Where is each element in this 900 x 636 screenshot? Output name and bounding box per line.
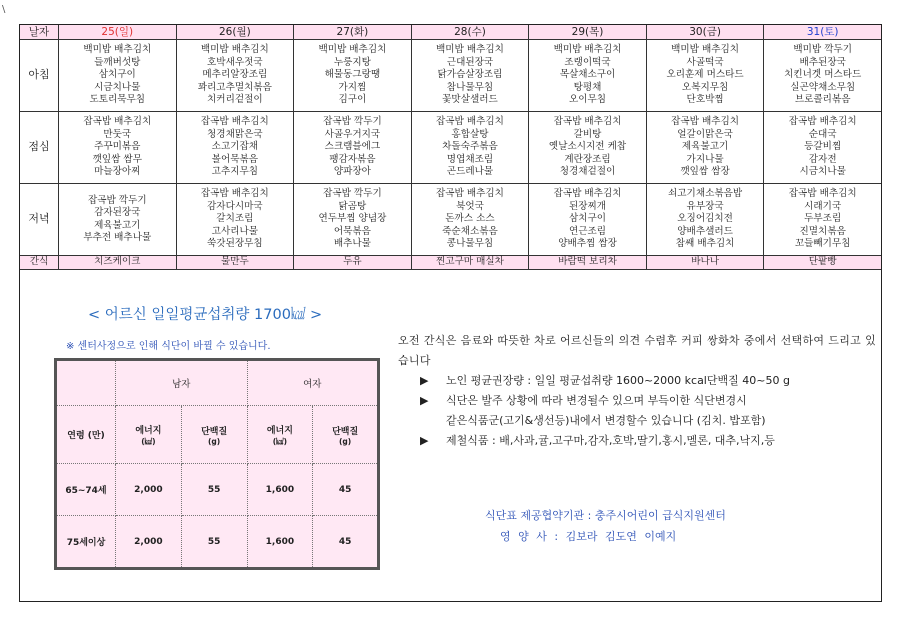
menu-item: 감자전	[808, 153, 837, 165]
meal-label: 아침	[20, 40, 59, 112]
menu-item: 시금치나물	[799, 166, 846, 178]
energy-header	[116, 406, 182, 464]
energy-unit: (㎉)	[272, 436, 288, 446]
menu-item: 부추전 배추나물	[83, 231, 152, 243]
menu-item: 김구이	[338, 94, 367, 106]
menu-item: 제육불고기	[681, 141, 729, 153]
menu-item: 배추나물	[333, 238, 371, 250]
menu-item: 누룽지탕	[333, 56, 371, 68]
notes-section	[398, 331, 876, 451]
value-cell: 2,000	[116, 464, 182, 516]
corner-mark: \	[2, 4, 6, 15]
date-label: 날자	[20, 25, 59, 40]
menu-item: 가지나물	[686, 153, 724, 165]
day-header: 30(금)	[646, 25, 764, 40]
menu-item: 볼어묵볶음	[211, 153, 259, 165]
menu-item: 메추리알장조림	[202, 69, 268, 81]
protein-header-label: 단백질	[332, 426, 359, 437]
menu-item: 콩나물무침	[446, 238, 494, 250]
menu-item: 북엇국	[456, 200, 484, 212]
snack-item: 물만두	[176, 256, 294, 270]
day-header: 28(수)	[411, 25, 529, 40]
menu-item: 조랭이떡국	[564, 56, 611, 68]
menu-item: 탕평채	[573, 81, 602, 93]
value-cell: 45	[313, 516, 379, 569]
menu-item: 계란장조림	[564, 153, 611, 165]
meal-label: 점심	[20, 112, 59, 184]
age-header: 연령 (만)	[56, 406, 116, 464]
menu-item: 치커리겉절이	[207, 94, 263, 106]
menu-item: 잡곡밥 배추김치	[553, 116, 622, 128]
menu-item: 쇠고기채소볶음밥	[668, 188, 743, 200]
day-header: 31(토)	[764, 25, 882, 40]
menu-item: 잡곡밥 배추김치	[200, 116, 269, 128]
menu-item: 참쌔 배추김치	[675, 238, 735, 250]
menu-item: 잡곡밥 배추김치	[671, 116, 740, 128]
menu-item: 꽈리고추멸치볶음	[197, 81, 272, 93]
protein-header	[181, 406, 247, 464]
menu-item: 된장찌개	[568, 200, 607, 212]
menu-item: 양배추찜 쌈장	[558, 238, 617, 250]
snack-item: 두유	[294, 256, 412, 270]
value-cell: 55	[181, 516, 247, 569]
menu-item: 차돌숙주볶음	[442, 141, 498, 153]
menu-item: 닭곰탕	[338, 200, 367, 212]
bullet-arrow-icon: ▶	[420, 394, 429, 407]
protein-header	[313, 406, 379, 464]
menu-item: 양배추샐러드	[677, 225, 733, 237]
menu-item: 백미밥 배추김치	[671, 44, 740, 56]
menu-item: 가지찜	[338, 81, 367, 93]
menu-change-notice: ※ 센터사정으로 인해 식단이 바뀔 수 있습니다.	[66, 341, 271, 352]
menu-item: 목살채소구이	[559, 69, 616, 81]
menu-item: 꼬들빼기무침	[794, 238, 851, 250]
menu-item: 쑥갓된장무침	[207, 238, 263, 250]
menu-item: 갈치조림	[216, 213, 254, 225]
menu-item: 잡곡밥 배추김치	[553, 188, 622, 200]
menu-item: 오이무침	[568, 94, 607, 106]
snack-item: 치즈케이크	[59, 256, 177, 270]
nutrition-row	[56, 464, 379, 516]
nutrition-table	[54, 358, 380, 570]
menu-item: 마늘장아찌	[94, 166, 141, 178]
protein-unit: (g)	[339, 436, 352, 446]
snack-item: 바나나	[646, 256, 764, 270]
menu-item: 근대된장국	[446, 56, 494, 68]
snack-item: 바람떡 보리차	[529, 256, 647, 270]
bullet-text: 노인 평균권장량 : 일일 평균섭취량 1600~2000 kcal단백질 40~50 g	[446, 374, 790, 387]
menu-item: 감자된장국	[94, 207, 141, 219]
meal-label: 저녁	[20, 184, 59, 256]
bullet-item	[398, 391, 876, 411]
menu-item: 두부조림	[804, 213, 842, 225]
menu-item: 닭가슴살장조림	[437, 69, 503, 81]
energy-unit: (㎉)	[141, 436, 156, 446]
bullet-text: 제철식품 : 배,사과,귤,고구마,감자,호박,딸기,홍시,멜론, 대추,낙지,등	[446, 434, 775, 447]
nutrition-corner	[56, 360, 116, 406]
menu-item: 백미밥 깍두기	[793, 44, 853, 56]
menu-item: 등갈비찜	[804, 141, 842, 153]
day-header: 26(월)	[176, 25, 294, 40]
menu-item: 백미밥 배추김치	[200, 44, 269, 56]
menu-item: 돈까스 소스	[445, 213, 495, 225]
menu-item: 브로콜리볶음	[794, 94, 851, 106]
menu-item: 백미밥 배추김치	[318, 44, 387, 56]
menu-item: 깻잎쌈 쌈무	[92, 153, 142, 165]
menu-item: 사골우거지국	[324, 128, 381, 140]
intake-title: < 어르신 일일평균섭취량 1700㎉ >	[88, 307, 323, 323]
value-cell: 2,000	[116, 516, 182, 569]
menu-item: 시래기국	[804, 200, 842, 212]
energy-header-label: 에너지	[266, 425, 293, 436]
menu-item: 참나물무침	[446, 81, 494, 93]
menu-item: 순대국	[808, 128, 837, 140]
snack-label: 간식	[20, 256, 59, 270]
day-header: 27(화)	[294, 25, 412, 40]
menu-item: 백미밥 배추김치	[83, 44, 152, 56]
bullet-item	[398, 371, 876, 391]
bullet-continuation: 같은식품군(고기&생선등)내에서 변경할수 있습니다 (김치. 밥포함)	[446, 414, 766, 427]
menu-item: 얼갈이맑은국	[677, 128, 733, 140]
menu-item: 죽순채소볶음	[442, 225, 498, 237]
value-cell: 55	[181, 464, 247, 516]
protein-header-label: 단백질	[201, 426, 228, 437]
menu-item: 청경채맑은국	[207, 128, 263, 140]
menu-item: 치킨너겟 머스타드	[784, 69, 862, 81]
bullet-arrow-icon: ▶	[420, 374, 429, 387]
menu-item: 소고기잡채	[211, 141, 259, 153]
menu-item: 잡곡밥 깍두기	[323, 188, 382, 200]
menu-item: 오복지무침	[681, 81, 729, 93]
menu-item: 잡곡밥 배추김치	[436, 116, 504, 128]
protein-unit: (g)	[208, 436, 221, 446]
bullet-item	[398, 431, 876, 451]
menu-item: 주꾸미볶음	[94, 141, 141, 153]
menu-item: 잡곡밥 배추김치	[83, 116, 152, 128]
menu-item: 사골떡국	[686, 56, 724, 68]
menu-item: 감자다시마국	[207, 200, 263, 212]
menu-item: 도토리묵무침	[89, 94, 146, 106]
menu-item: 잡곡밥 깍두기	[323, 116, 382, 128]
menu-item: 연근조림	[568, 225, 607, 237]
menu-item: 청경채겉절이	[559, 166, 616, 178]
menu-item: 잡곡밥 배추김치	[788, 188, 857, 200]
menu-item: 시금치나물	[94, 81, 141, 93]
menu-item: 고사리나물	[211, 225, 259, 237]
dietitian-line: 영 양 사 : 김보라 김도연 이예지	[500, 530, 677, 543]
menu-item: 백미밥 배추김치	[553, 44, 622, 56]
snack-paragraph: 오전 간식은 음료와 따뜻한 차로 어르신들의 의견 수렴후 커피 쌍화차 중에서 선택하여 드리고 있습니다	[398, 334, 876, 367]
menu-item: 진멸치볶음	[799, 225, 846, 237]
menu-item: 만둣국	[103, 128, 132, 140]
menu-item: 깻잎쌈 쌈장	[680, 166, 730, 178]
age-cell: 75세이상	[56, 516, 116, 569]
age-cell: 65~74세	[56, 464, 116, 516]
menu-item: 제육불고기	[94, 219, 141, 231]
provider-line: 식단표 제공협약기관 : 충주시어린이 급식지원센터	[485, 509, 726, 522]
menu-item: 잡곡밥 배추김치	[200, 188, 269, 200]
value-cell: 1,600	[247, 464, 313, 516]
snack-item: 찐고구마 매실차	[411, 256, 529, 270]
energy-header	[247, 406, 313, 464]
female-header: 여자	[247, 360, 379, 406]
menu-item: 옛날소시지전 케찹	[548, 141, 627, 153]
menu-item: 삼치구이	[98, 69, 136, 81]
menu-item: 단호박찜	[686, 94, 724, 106]
menu-item: 오징어김치전	[677, 213, 733, 225]
day-header: 25(일)	[59, 25, 177, 40]
menu-item: 삼치구이	[568, 213, 607, 225]
menu-item: 양파장아	[333, 166, 371, 178]
menu-item: 스크램블에그	[324, 141, 381, 153]
menu-item: 꽃맛살샐러드	[442, 94, 498, 106]
menu-item: 잡곡밥 배추김치	[788, 116, 857, 128]
menu-item: 연두부찜 양념장	[318, 213, 387, 225]
value-cell: 1,600	[247, 516, 313, 569]
menu-item: 호박새우젓국	[207, 56, 263, 68]
menu-item: 잡곡밥 배추김치	[436, 188, 504, 200]
menu-item: 해물동그랑땡	[324, 69, 381, 81]
menu-item: 곤드레나물	[446, 166, 494, 178]
menu-item: 어묵볶음	[333, 225, 371, 237]
menu-item: 들깨버섯탕	[94, 56, 141, 68]
menu-item: 유부장국	[686, 200, 724, 212]
snack-item: 단팥빵	[764, 256, 882, 270]
menu-item: 백미밥 배추김치	[436, 44, 504, 56]
menu-item: 배추된장국	[799, 56, 846, 68]
menu-item: 고추지무침	[211, 166, 259, 178]
nutrition-row	[56, 516, 379, 569]
male-header: 남자	[116, 360, 248, 406]
menu-item: 오리훈제 머스타드	[666, 69, 744, 81]
menu-item: 갈비탕	[573, 128, 602, 140]
menu-item: 실곤약채소무침	[790, 81, 856, 93]
energy-header-label: 에너지	[135, 425, 162, 436]
bullet-text: 식단은 발주 상황에 따라 변경될수 있으며 부득이한 식단변경시	[446, 394, 747, 407]
menu-item: 잡곡밥 깍두기	[87, 194, 147, 206]
menu-item: 홍합살탕	[451, 128, 489, 140]
day-header: 29(목)	[529, 25, 647, 40]
bullet-arrow-icon: ▶	[420, 434, 429, 447]
value-cell: 45	[313, 464, 379, 516]
menu-item: 팽감자볶음	[329, 153, 376, 165]
menu-item: 명엽채조림	[446, 153, 494, 165]
